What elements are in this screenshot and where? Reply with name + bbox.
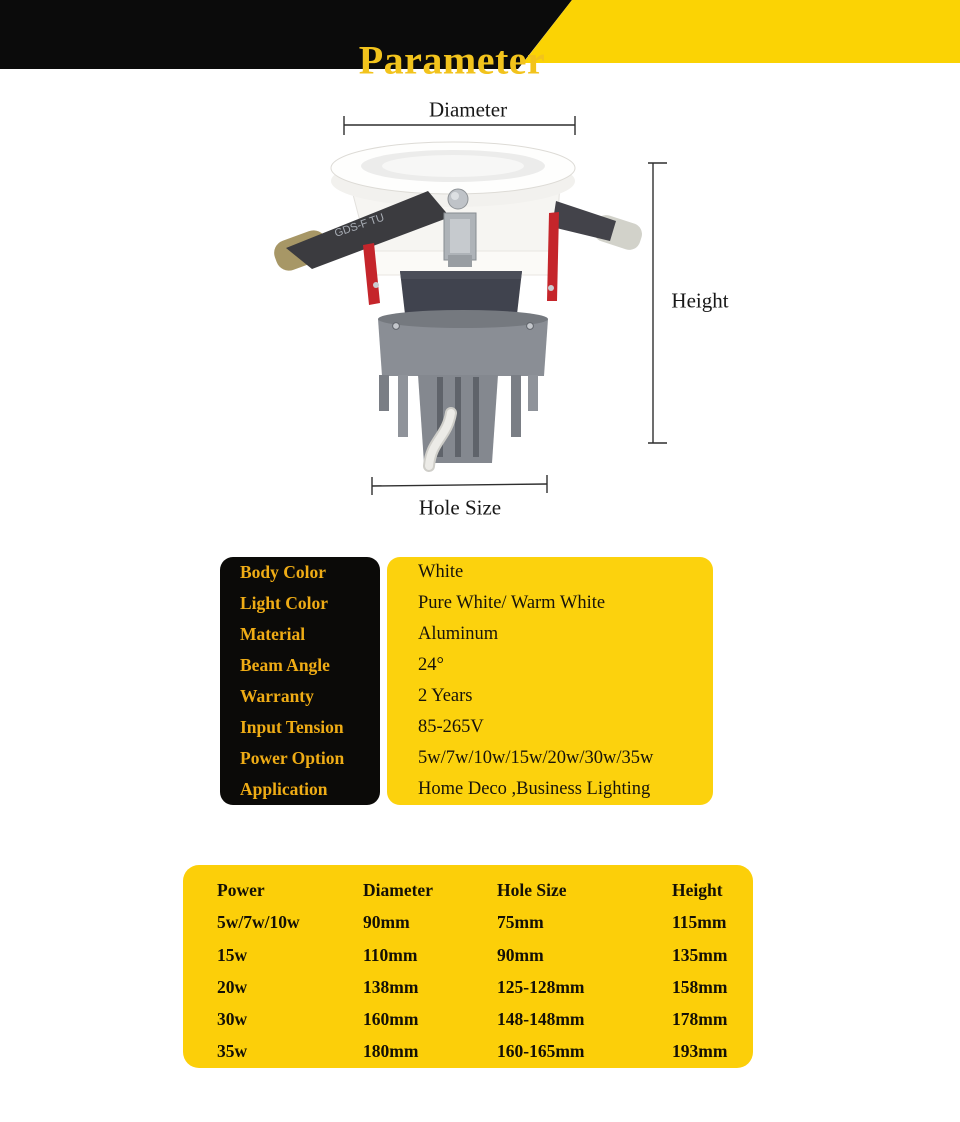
screw-icon — [448, 189, 468, 209]
spec-label: Light Color — [240, 593, 328, 613]
size-table-cell: 5w/7w/10w — [217, 912, 300, 933]
retaining-clip — [444, 213, 476, 267]
mounting-spring-right — [552, 201, 645, 253]
size-table-cell: 180mm — [363, 1041, 419, 1062]
spring-print-text: GDS-F TU — [333, 211, 386, 240]
size-table-header: Diameter — [363, 880, 433, 900]
spec-value: 85-265V — [418, 717, 484, 737]
size-table-cell: 30w — [217, 1009, 248, 1030]
height-label: Height — [671, 288, 729, 313]
size-table-cell: 90mm — [363, 912, 410, 933]
size-table-header: Power — [217, 880, 265, 900]
product-figure — [0, 85, 960, 530]
downlight-body — [270, 142, 644, 466]
size-table-cell: 75mm — [497, 912, 544, 933]
spec-label: Beam Angle — [240, 655, 330, 675]
size-table-cell: 90mm — [497, 944, 544, 965]
banner — [0, 0, 960, 83]
size-table-cell: 125-128mm — [497, 976, 585, 997]
diameter-label: Diameter — [428, 97, 508, 122]
size-table-cell: 20w — [217, 976, 248, 997]
spec-label: Application — [240, 779, 328, 799]
hole-size-dimension-line — [372, 475, 547, 495]
spec-value: 5w/7w/10w/15w/20w/30w/35w — [418, 748, 654, 768]
spec-label: Warranty — [240, 686, 314, 706]
size-table-cell: 158mm — [672, 976, 728, 997]
height-dimension-line — [648, 163, 667, 443]
size-table-header: Hole Size — [497, 880, 567, 900]
size-table-header: Height — [672, 880, 723, 900]
spec-value: Pure White/ Warm White — [418, 593, 606, 613]
spec-labels-panel — [220, 557, 380, 805]
size-table-cell: 15w — [217, 944, 248, 965]
size-table-cell: 115mm — [672, 912, 727, 933]
spec-value: 24° — [418, 655, 444, 675]
size-table-cell: 178mm — [672, 1009, 728, 1030]
spec-label: Input Tension — [240, 717, 344, 737]
hole-size-label: Hole Size — [418, 495, 502, 520]
spec-label: Power Option — [240, 748, 345, 768]
size-table-cell: 35w — [217, 1041, 248, 1062]
size-table-cell: 160mm — [363, 1009, 419, 1030]
spec-values-panel — [387, 557, 713, 805]
size-table-cell: 110mm — [363, 944, 418, 965]
spec-label: Body Color — [240, 562, 327, 582]
spec-value: Home Deco ,Business Lighting — [418, 779, 651, 799]
downlight-illustration — [0, 85, 960, 530]
size-table-cell: 135mm — [672, 944, 728, 965]
red-clip-right — [547, 212, 559, 301]
size-table-cell: 138mm — [363, 976, 419, 997]
spec-label: Material — [240, 624, 306, 644]
spec-value: White — [418, 562, 464, 582]
spec-value: 2 Years — [418, 686, 473, 706]
size-table-cell: 148-148mm — [497, 1009, 585, 1030]
size-table — [183, 865, 753, 1068]
size-table-cell: 193mm — [672, 1041, 728, 1062]
heatsink-fins — [379, 375, 538, 463]
page-title: Parameter — [358, 37, 546, 83]
heatsink — [378, 310, 548, 376]
spec-value: Aluminum — [418, 624, 499, 644]
size-table-cell: 160-165mm — [497, 1041, 585, 1062]
